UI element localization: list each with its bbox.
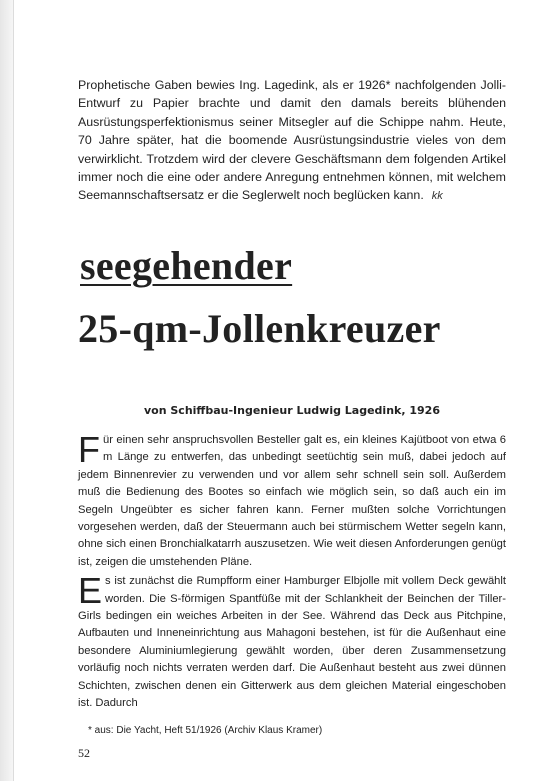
article-title-line-2: 25-qm-Jollenkreuzer bbox=[78, 306, 441, 351]
article-byline: von Schiffbau-Ingenieur Ludwig Lagedink, 1926 bbox=[144, 404, 440, 417]
paragraph-text: ür einen sehr anspruchsvollen Besteller galt es, ein kleines Kajütboot von etwa 6 m Länge zu entwerfen, das unbedingt seetüchtig sein muß, dabei jedoch auf jedem Binnenrevier zu verwenden und vor allem sehr schnell sein soll. Außerdem muß die Bedienung des Bootes so einfach wie möglich sein, so daß auch ein im Segeln Ungeübter es sicher fahren kann. Ferner mußten solche Vorrichtungen vorgesehen werden, daß der Steuermann auch bei stürmischem Wetter segeln kann, ohne sich einen Bronchialkatarrh auszusetzen. Wie weit diesen Anforderungen genügt ist, zeigen die umstehenden Pläne. bbox=[78, 434, 506, 568]
scan-edge bbox=[0, 0, 14, 781]
article-body bbox=[78, 429, 506, 715]
drop-cap: F bbox=[78, 429, 100, 470]
intro-paragraph bbox=[78, 76, 506, 206]
footnote: * aus: Die Yacht, Heft 51/1926 (Archiv Klaus Kramer) bbox=[88, 725, 323, 736]
article-title-line-1: seegehender bbox=[80, 243, 293, 288]
body-paragraph-2 bbox=[78, 570, 506, 712]
intro-signature: kk bbox=[431, 190, 443, 203]
document-page bbox=[14, 0, 552, 781]
body-paragraph-1 bbox=[78, 429, 506, 571]
intro-text: Prophetische Gaben bewies Ing. Lagedink, als er 1926* nachfolgenden Jolli-Entwurf zu Papier brachte und damit den damals bereits blühenden Ausrüstungsperfektionismus seiner Mitsegler auf die Schippe nahm. Heute, 70 Jahre später, hat die boomende Ausrüstungsindustrie vieles von dem verwirklicht. Trotzdem wird der clevere Geschäftsmann dem folgenden Artikel immer noch die eine oder andere Anregung entnehmen können, mit welchem Seemannschaftsersatz er die Seglerwelt noch beglücken kann. bbox=[78, 78, 506, 203]
page-number: 52 bbox=[78, 746, 90, 760]
drop-cap: E bbox=[78, 570, 103, 612]
paragraph-text: s ist zunächst die Rumpfform einer Hamburger Elbjolle mit vollem Deck gewählt worden. Die S-förmigen Spantfüße mit der Schlankheit der Beinchen der Tiller-Girls bedingen ein weiches Arbeiten in der See. Während das Deck aus Pitchpine, Aufbauten und Inneneinrichtung aus Mahagoni bestehen, ist für die Außenhaut eine besondere Aluminiumlegierung gewählt worden, über deren Zusammensetzung vorläufig noch nichts verraten werden darf. Die Außenhaut besteht aus zwei dünnen Schichten, zwischen denen ein Gitterwerk aus dem gleichen Material eingeschoben ist. Dadurch bbox=[78, 575, 506, 710]
